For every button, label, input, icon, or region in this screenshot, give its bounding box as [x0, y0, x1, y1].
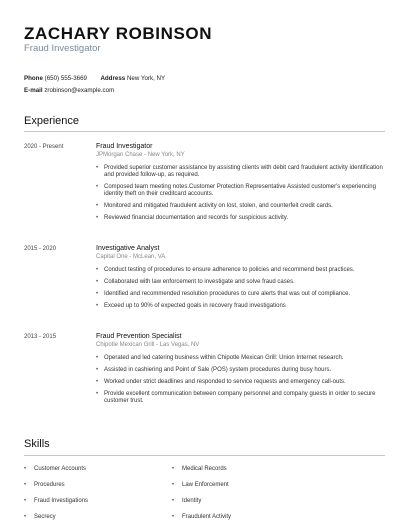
skill-item: • Law Enforcement [172, 482, 229, 488]
job-bullets [96, 267, 386, 310]
job-dates: 2013 - 2015 [24, 334, 57, 340]
bullet-icon: • [96, 267, 99, 273]
job-company: JPMorgan Chase - New York, NY [96, 152, 185, 158]
job-bullet: • Provided superior customer assistance by assisting clients with debit card fraudulent activity identification and provided follow-up, as required. [96, 165, 383, 178]
job-bullets [96, 355, 386, 405]
skill-item: • Secrecy [24, 514, 56, 520]
bullet-icon: • [96, 379, 99, 385]
bullet-icon: • [96, 391, 99, 397]
job-bullet: • Identified and recommended resolution procedures to cure alerts that was out of compliance. [96, 291, 351, 297]
skill-item: • Fraudulent Activity [172, 514, 232, 520]
job-company: Chipotle Mexican Grill - Las Vegas, NV [96, 342, 200, 348]
phone-value: (650) 555-3669 [44, 75, 87, 82]
skill-item: • Fraud Investigations [24, 498, 89, 504]
job-dates: 2015 - 2020 [24, 246, 57, 252]
job-bullet: • Reviewed financial documentation and records for suspicious activity. [96, 215, 288, 221]
phone-label: Phone [24, 75, 43, 82]
bullet-icon: • [96, 303, 99, 309]
bullet-icon: • [24, 466, 27, 472]
bullet-icon: • [96, 291, 99, 297]
email-value: zrobinson@example.com [44, 87, 115, 94]
job-title: Investigative Analyst [96, 245, 160, 252]
job-bullet: • Monitored and mitigated fraudulent activity on lost, stolen, and counterfeit credit cards. [96, 203, 333, 209]
experience-divider [24, 131, 385, 132]
job-bullet: • Worked under strict deadlines and responded to service requests and emergency call-outs. [96, 379, 346, 385]
bullet-icon: • [172, 498, 175, 504]
job-title: Fraud Investigator [24, 43, 101, 54]
job-bullet: • Assisted in cashiering and Point of Sale (POS) system procedures during busy hours. [96, 367, 332, 373]
bullet-icon: • [172, 482, 175, 488]
candidate-name: ZACHARY ROBINSON [24, 24, 213, 43]
skills-divider [24, 455, 385, 456]
contact-line-1 [24, 75, 165, 82]
address-value: New York, NY [126, 75, 166, 82]
job-title: Fraud Prevention Specialist [96, 333, 182, 340]
skill-item: • Medical Records [172, 466, 227, 472]
bullet-icon: • [172, 514, 175, 520]
bullet-icon: • [24, 498, 27, 504]
skill-item: • Identity [172, 498, 202, 504]
skills-heading: Skills [24, 438, 50, 450]
email-label: E-mail [24, 87, 43, 94]
skills-column-left [24, 466, 88, 530]
bullet-icon: • [96, 184, 99, 190]
bullet-icon: • [96, 165, 99, 171]
job-title: Fraud Investigator [96, 143, 153, 150]
experience-heading: Experience [24, 115, 80, 127]
bullet-icon: • [24, 514, 27, 520]
job-company: Capital One - McLean, VA [96, 254, 166, 260]
skills-column-right [172, 466, 231, 530]
address-label: Address [100, 75, 126, 82]
bullet-icon: • [24, 482, 27, 488]
bullet-icon: • [172, 466, 175, 472]
skill-item: • Customer Accounts [24, 466, 87, 472]
contact-line-2 [24, 87, 114, 94]
job-bullet: • Composed team meeting notes.Customer Protection Representative Assisted customer's experiencing identity theft on their creditcard accounts. [96, 184, 376, 197]
job-bullet: • Exceed up to 90% of expected goals in recovery fraud investigations [96, 303, 286, 309]
job-bullet: • Provide excellent communication between company personnel and company guests in order to secure customer trust. [96, 391, 376, 404]
job-bullets [96, 165, 386, 222]
skill-item: • Procedures [24, 482, 65, 488]
bullet-icon: • [96, 367, 99, 373]
bullet-icon: • [96, 203, 99, 209]
bullet-icon: • [96, 355, 99, 361]
job-bullet: • Operated and led catering business within Chipotle Mexican Grill: Union Internet research. [96, 355, 344, 361]
job-bullet: • Conduct testing of procedures to ensure adherence to policies and recommend best practices. [96, 267, 355, 273]
job-bullet: • Collaborated with law enforcement to investigate and solve fraud cases. [96, 279, 295, 285]
bullet-icon: • [96, 215, 99, 221]
job-dates: 2020 - Present [24, 144, 64, 150]
bullet-icon: • [96, 279, 99, 285]
